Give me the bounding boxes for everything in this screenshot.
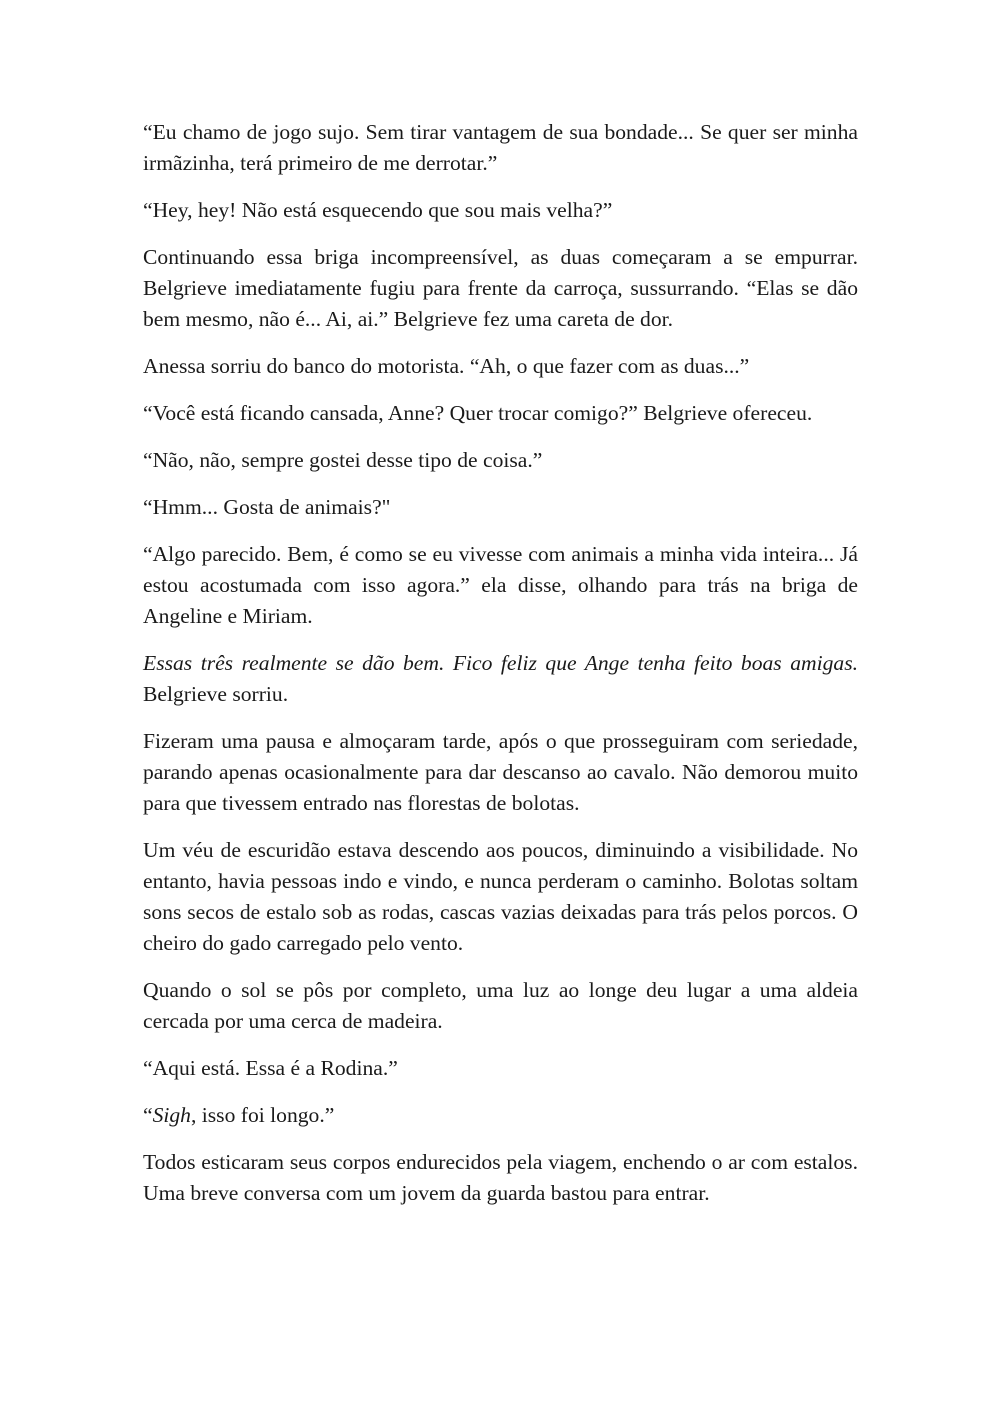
paragraph-2 (143, 195, 858, 226)
text-segment: “Hmm... Gosta de animais?" (143, 495, 391, 519)
text-segment: “Algo parecido. Bem, é como se eu vivesse com animais a minha vida inteira... Já estou acostumada com isso agora.” ela disse, olhando para trás na briga de Angeline e Miriam. (143, 542, 858, 628)
paragraph-1 (143, 117, 858, 179)
paragraph-6 (143, 445, 858, 476)
text-segment: “Não, não, sempre gostei desse tipo de coisa.” (143, 448, 543, 472)
italic-thought: Essas três realmente se dão bem. Fico feliz que Ange tenha feito boas amigas. (143, 651, 858, 675)
paragraph-3 (143, 242, 858, 335)
text-segment: “Você está ficando cansada, Anne? Quer trocar comigo?” Belgrieve ofereceu. (143, 401, 813, 425)
text-segment: Fizeram uma pausa e almoçaram tarde, após o que prosseguiram com seriedade, parando apenas ocasionalmente para dar descanso ao cavalo. Não demorou muito para que tivessem entrado nas florestas de bolotas. (143, 729, 858, 815)
body-text (143, 117, 858, 1225)
text-segment: “Aqui está. Essa é a Rodina.” (143, 1056, 398, 1080)
text-segment: Continuando essa briga incompreensível, as duas começaram a se empurrar. Belgrieve imediatamente fugiu para frente da carroça, sussurrando. “Elas se dão bem mesmo, não é... Ai, ai.” Belgrieve fez uma careta de dor. (143, 245, 858, 331)
paragraph-4 (143, 351, 858, 382)
text-segment: “ (143, 1103, 153, 1127)
paragraph-8 (143, 539, 858, 632)
paragraph-15 (143, 1147, 858, 1209)
text-segment: “Hey, hey! Não está esquecendo que sou mais velha?” (143, 198, 613, 222)
text-segment: Quando o sol se pôs por completo, uma luz ao longe deu lugar a uma aldeia cercada por uma cerca de madeira. (143, 978, 858, 1033)
paragraph-11 (143, 835, 858, 959)
paragraph-7 (143, 492, 858, 523)
paragraph-13 (143, 1053, 858, 1084)
text-segment: Um véu de escuridão estava descendo aos poucos, diminuindo a visibilidade. No entanto, havia pessoas indo e vindo, e nunca perderam o caminho. Bolotas soltam sons secos de estalo sob as rodas, cascas vazias deixadas para trás pelos porcos. O cheiro do gado carregado pelo vento. (143, 838, 858, 955)
paragraph-12 (143, 975, 858, 1037)
text-segment: , isso foi longo.” (190, 1103, 335, 1127)
text-segment: Belgrieve sorriu. (143, 682, 289, 706)
paragraph-9 (143, 648, 858, 710)
italic-sigh: Sigh (152, 1103, 191, 1127)
paragraph-10 (143, 726, 858, 819)
text-segment: Anessa sorriu do banco do motorista. “Ah, o que fazer com as duas...” (143, 354, 750, 378)
paragraph-5 (143, 398, 858, 429)
paragraph-14 (143, 1100, 858, 1131)
text-segment: “Eu chamo de jogo sujo. Sem tirar vantagem de sua bondade... Se quer ser minha irmãzinha, terá primeiro de me derrotar.” (143, 120, 858, 175)
text-segment: Todos esticaram seus corpos endurecidos pela viagem, enchendo o ar com estalos. Uma breve conversa com um jovem da guarda bastou para entrar. (143, 1150, 858, 1205)
